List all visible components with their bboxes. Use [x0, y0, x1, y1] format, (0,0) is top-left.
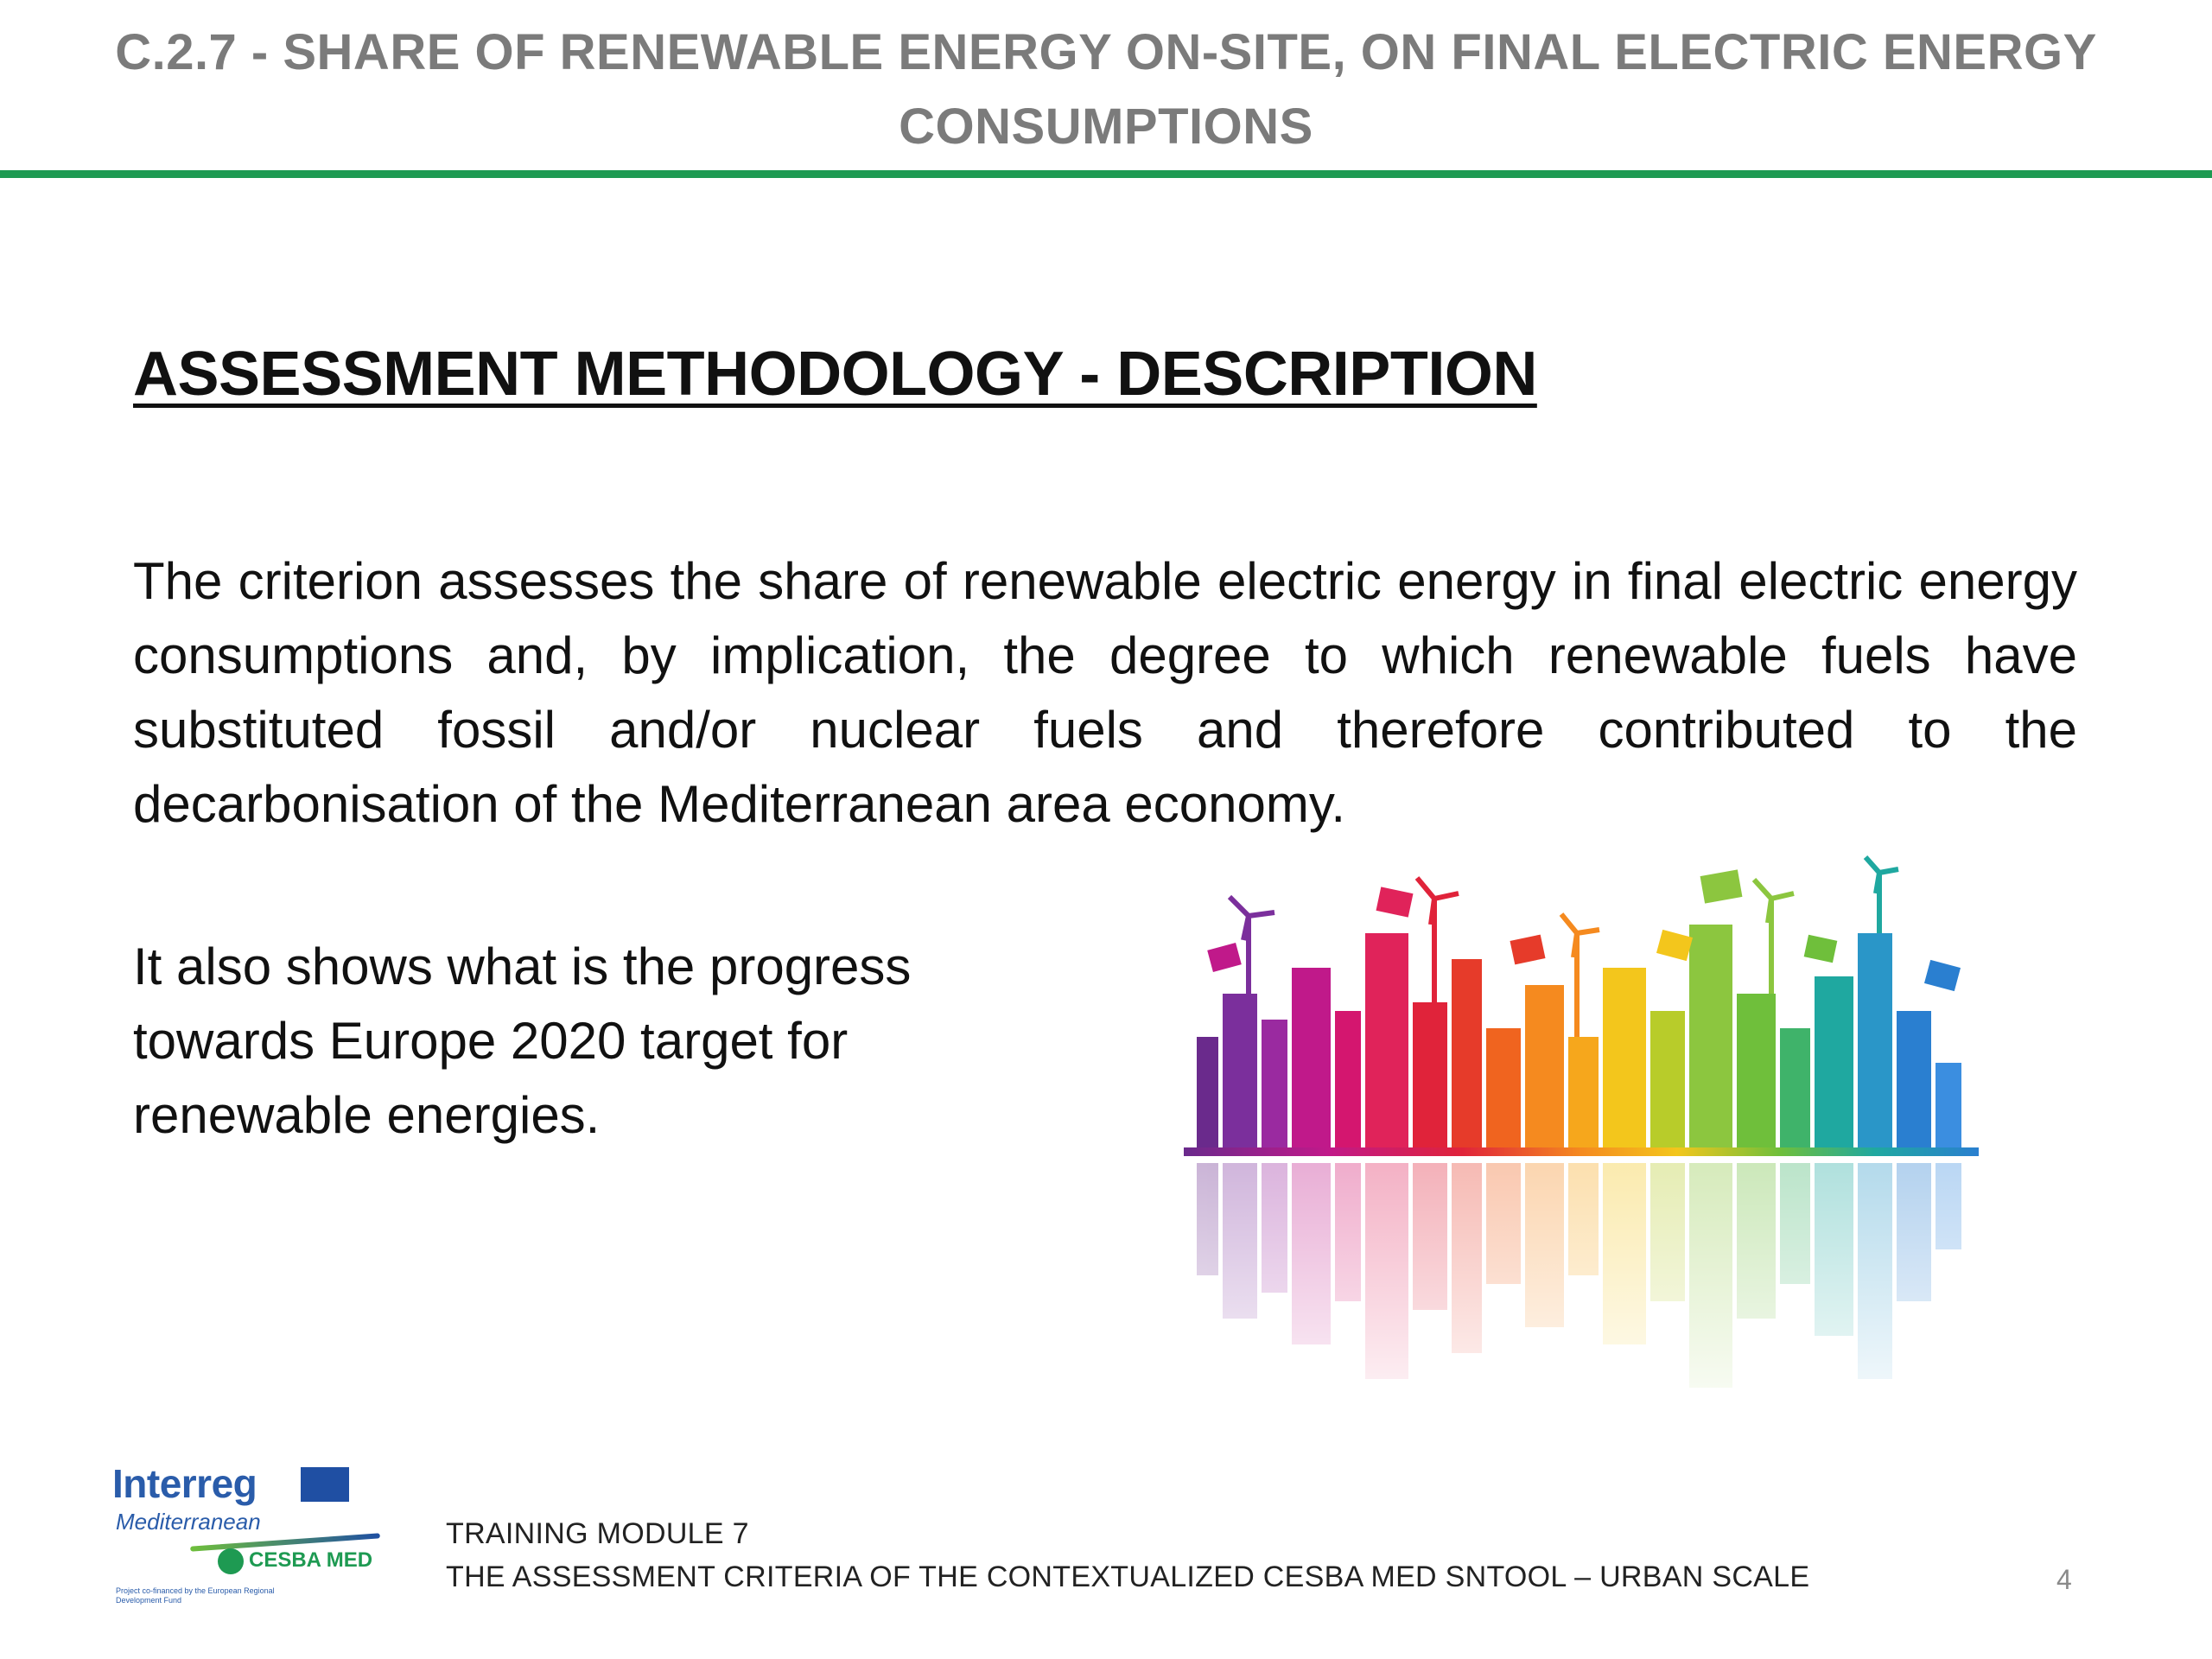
- progress-line-1: It also shows what is the progress: [133, 938, 912, 995]
- slide-header: [0, 0, 2212, 173]
- slide-title-line-2: CONSUMPTIONS: [899, 99, 1313, 155]
- progress-paragraph: [133, 930, 1023, 1153]
- city-skyline-icon: [1149, 838, 2005, 1443]
- renewable-city-illustration: [1149, 838, 2005, 1443]
- cesba-wordmark: CESBA MED: [249, 1548, 373, 1572]
- cofinanced-note: Project co-financed by the European Regional Development Fund: [116, 1586, 275, 1605]
- progress-line-3: renewable energies.: [133, 1086, 601, 1144]
- slide-title-line-1: C.2.7 - SHARE OF RENEWABLE ENERGY ON-SITE, ON FINAL ELECTRIC ENERGY: [115, 24, 2097, 80]
- footer-subtitle: THE ASSESSMENT CRITERIA OF THE CONTEXTUALIZED CESBA MED SNTOOL – URBAN SCALE: [446, 1560, 1810, 1593]
- interreg-cesba-logo: [112, 1460, 389, 1611]
- section-heading: ASSESSMENT METHODOLOGY - DESCRIPTION: [133, 340, 1537, 409]
- page-number: 4: [2056, 1564, 2072, 1595]
- header-divider: [0, 170, 2212, 178]
- slide-title: [104, 16, 2108, 164]
- cesba-leaf-icon: [218, 1548, 244, 1574]
- footer-module: TRAINING MODULE 7: [446, 1517, 749, 1550]
- description-paragraph: The criterion assesses the share of renewable electric energy in final electric energy consumptions and, by implication, the degree to which renewable fuels have substituted fossil and/or nuclear fuels and therefore contributed to the decarbonisation of the Mediterranean area economy.: [133, 552, 2077, 833]
- interreg-wordmark: Interreg: [112, 1461, 257, 1506]
- mediterranean-wordmark: Mediterranean: [116, 1509, 261, 1535]
- eu-flag-icon: [301, 1467, 349, 1502]
- progress-line-2: towards Europe 2020 target for: [133, 1012, 849, 1070]
- skyline-baseline: [1184, 1147, 1979, 1156]
